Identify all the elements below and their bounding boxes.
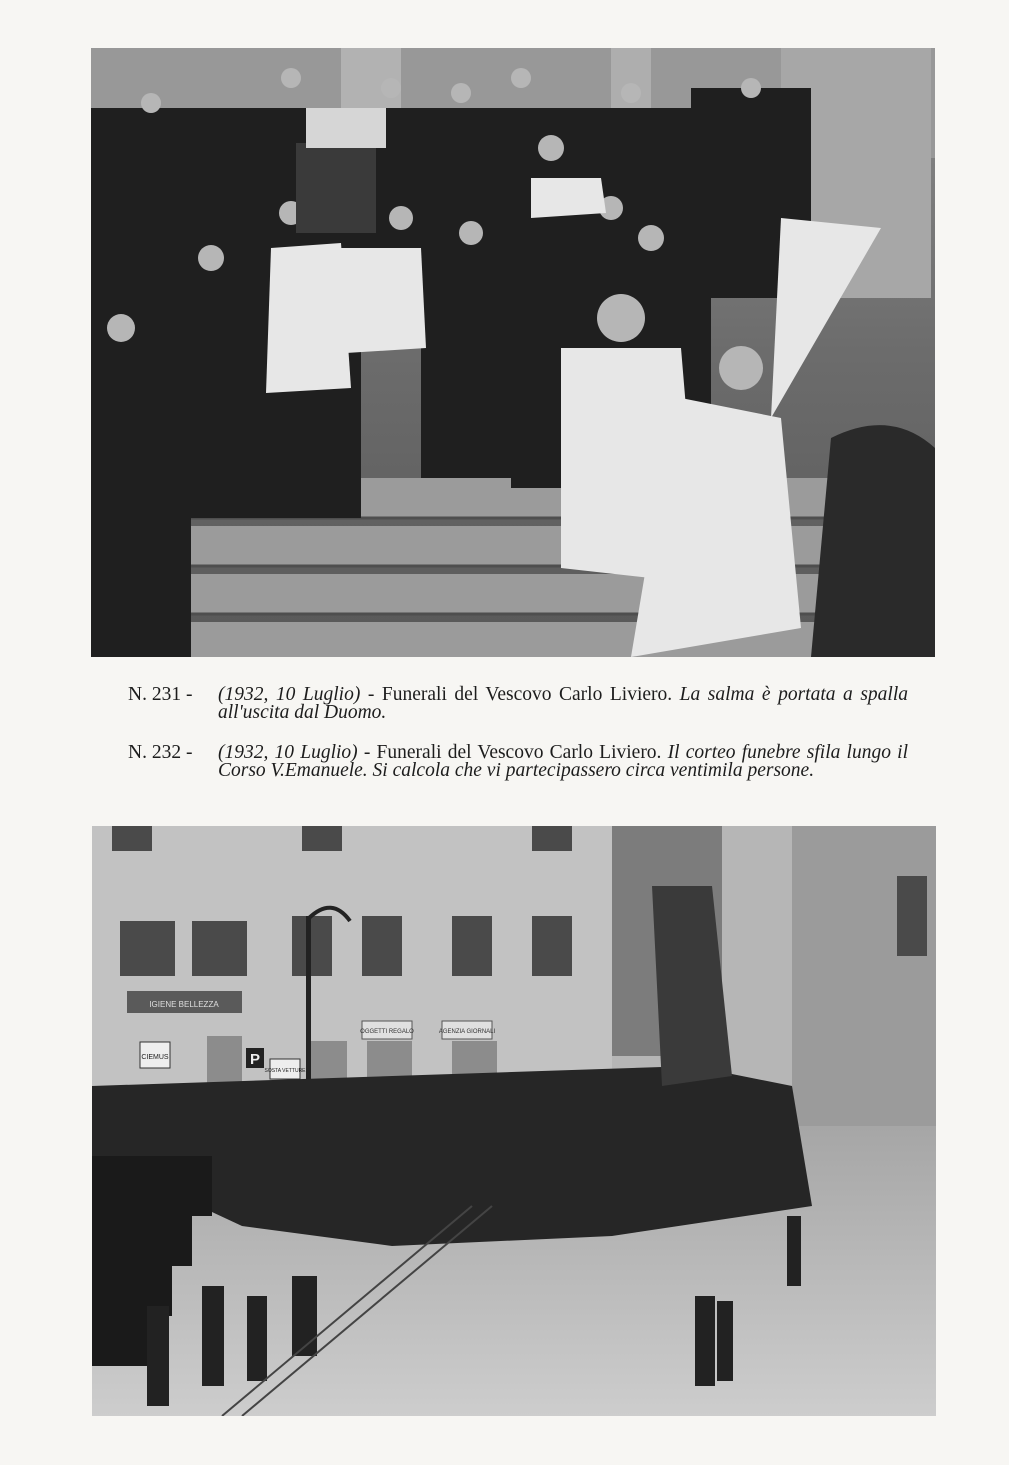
caption-title: - Funerali del Vescovo Carlo Liviero.	[357, 742, 668, 763]
caption-n232	[128, 744, 908, 780]
sign-parking: P	[249, 1051, 261, 1068]
sign-ad: CIEMUS	[141, 1054, 169, 1061]
caption-number: N. 231 -	[128, 684, 193, 705]
caption-title: - Funerali del Vescovo Carlo Liviero.	[360, 684, 680, 705]
photo-231-funeral-cathedral-steps	[91, 48, 935, 657]
caption-detail: La salma è portata a spalla all'uscita dal Duomo.	[218, 684, 908, 723]
sign-shop-right: OGGETTI REGALO	[360, 1029, 414, 1035]
caption-n231	[128, 686, 908, 722]
sign-shop-center: AGENZIA GIORNALI	[438, 1029, 496, 1035]
caption-detail: Il corteo funebre sfila lungo il Corso V.Emanuele. Si calcola che vi partecipassero circa ventimila persone.	[218, 742, 909, 781]
caption-date: (1932, 10 Luglio)	[218, 742, 358, 763]
caption-date: (1932, 10 Luglio)	[218, 684, 361, 705]
sign-stop: SOSTA VETTURE	[264, 1068, 306, 1074]
caption-number: N. 232 -	[128, 742, 193, 763]
sign-shop-left: IGIENE BELLEZZA	[149, 1000, 219, 1009]
photo-232-funeral-cortege-corso	[92, 826, 936, 1416]
